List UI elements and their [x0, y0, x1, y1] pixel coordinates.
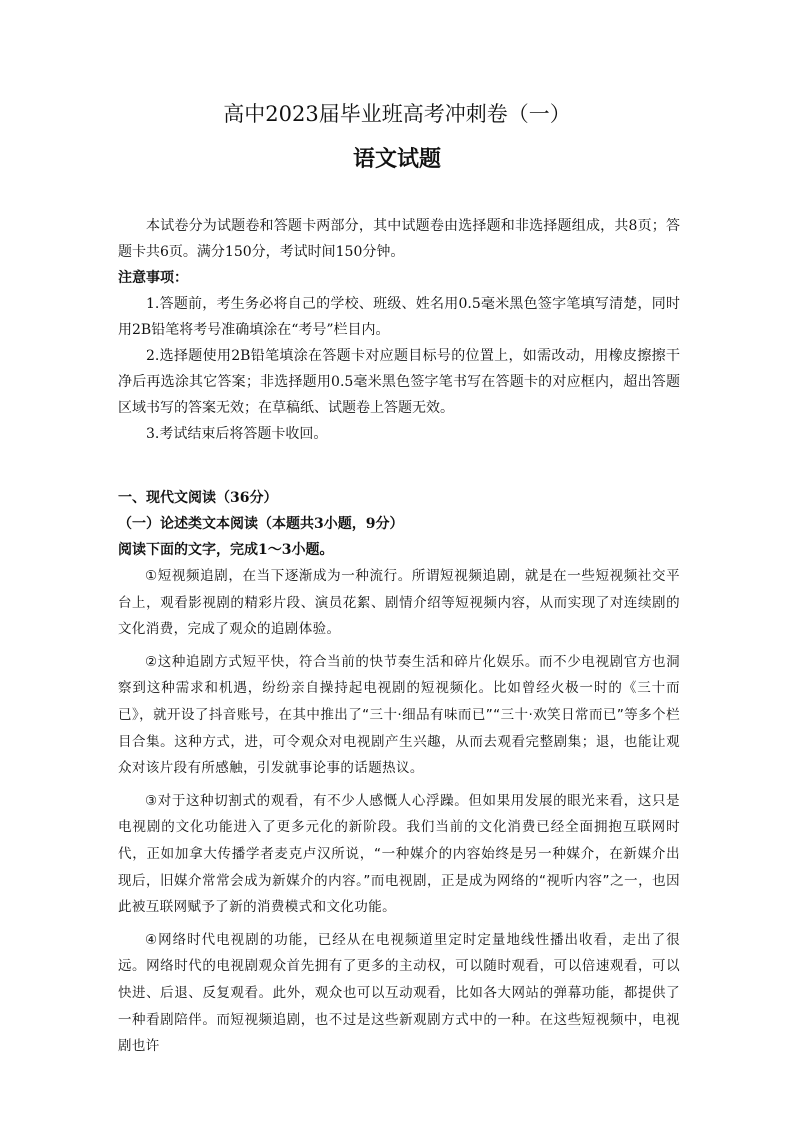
subsection-heading: （一）论述类文本阅读（本题共3小题，9分） [118, 516, 404, 532]
article-paragraph-2: ②这种追剧方式短平快，符合当前的快节奏生活和碎片化娱乐。而不少电视剧官方也洞察到这种需求和机遇，纷纷亲自操持起电视剧的短视频化。比如曾经火极一时的《三十而已》，就开设了抖音账号，在其中推出了“三十·细品有味而已”“三十·欢笑日常而已”等多个栏目合集。这种方式，进，可令观众对电视剧产生兴趣，从而去观看完整剧集；退，也能让观众对该片段有所感触，引发就事论事的话题热议。 [118, 653, 680, 777]
reading-section [118, 485, 680, 1060]
exam-title: 高中2023届毕业班高考冲刺卷（一） [223, 102, 571, 126]
note-item-1: 1.答题前，考生务必将自己的学校、班级、姓名用0.5毫米黑色签字笔填写清楚，同时用2B铅笔将考号准确填涂在“考号”栏目内。 [118, 296, 680, 338]
article-paragraph-4: ④网络时代电视剧的功能，已经从在电视频道里定时定量地线性播出收看，走出了很远。网络时代的电视剧观众首先拥有了更多的主动权，可以随时观看，可以倍速观看，可以快进、后退、反复观看。此外，观众也可以互动观看，比如各大网站的弹幕功能，都提供了一种看剧陪伴。而短视频追剧，也不过是这些新观剧方式中的一种。在这些短视频中，电视剧也许 [118, 931, 680, 1055]
article-paragraph-3: ③对于这种切割式的观看，有不少人感慨人心浮躁。但如果用发展的眼光来看，这只是电视剧的文化功能进入了更多元化的新阶段。我们当前的文化消费已经全面拥抱互联网时代，正如加拿大传播学者麦克卢汉所说，“一种媒介的内容始终是另一种媒介，在新媒介出现后，旧媒介常常会成为新媒介的内容。”而电视剧，正是成为网络的“视听内容”之一，也因此被互联网赋予了新的消费模式和文化功能。 [118, 792, 680, 916]
reading-instruction: 阅读下面的文字，完成1～3小题。 [118, 542, 334, 558]
section-heading: 一、现代文阅读（36分） [118, 490, 278, 506]
article-paragraph-1: ①短视频追剧，在当下逐渐成为一种流行。所谓短视频追剧，就是在一些短视频社交平台上，观看影视剧的精彩片段、演员花絮、剧情介绍等短视频内容，从而实现了对连续剧的文化消费，完成了观众的追剧体验。 [118, 568, 680, 638]
exam-instructions [118, 213, 680, 447]
notes-heading: 注意事项： [118, 270, 188, 286]
note-item-2: 2.选择题使用2B铅笔填涂在答题卡对应题目标号的位置上，如需改动，用橡皮擦擦干净后再选涂其它答案；非选择题用0.5毫米黑色签字笔书写在答题卡的对应框内，超出答题区域书写的答案无效；在草稿纸、试题卷上答题无效。 [118, 348, 680, 416]
note-item-3: 3.考试结束后将答题卡收回。 [146, 426, 328, 442]
exam-description: 本试卷分为试题卷和答题卡两部分，其中试题卷由选择题和非选择题组成，共8页；答题卡共6页。满分150分，考试时间150分钟。 [118, 218, 680, 260]
exam-subtitle: 语文试题 [352, 146, 441, 172]
